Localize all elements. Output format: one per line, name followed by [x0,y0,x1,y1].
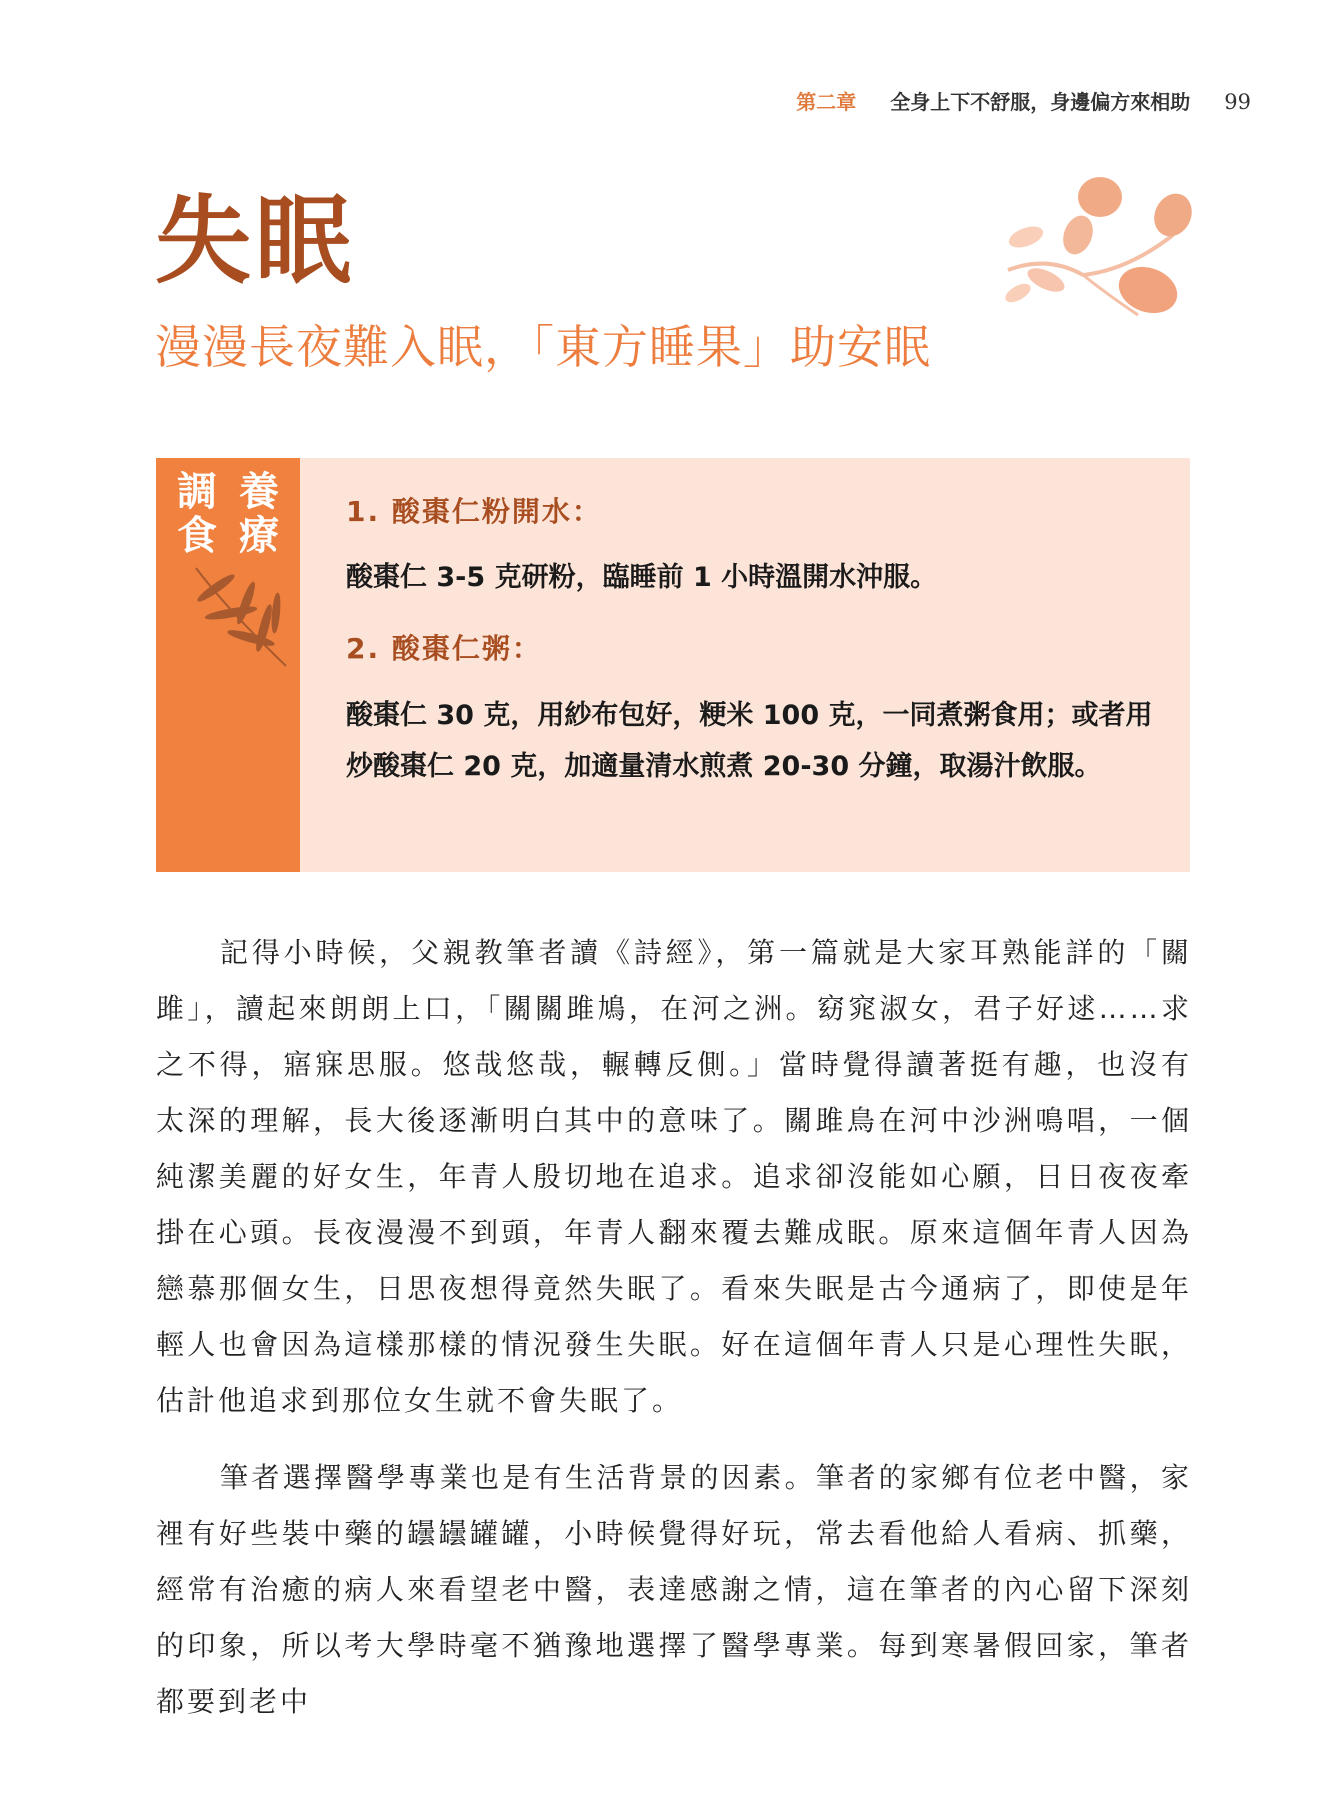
page-number: 99 [1224,90,1251,114]
body-paragraph: 記得小時候，父親教筆者讀《詩經》，第一篇就是大家耳熟能詳的「關雎」，讀起來朗朗上口，「關關雎鳩，在河之洲。窈窕淑女，君子好逑……求之不得，寤寐思服。悠哉悠哉，輾轉反側。」當時覺得讀著挺有趣，也沒有太深的理解，長大後逐漸明白其中的意味了。關雎鳥在河中沙洲鳴唱，一個純潔美麗的好女生，年青人殷切地在追求。追求卻沒能如心願，日日夜夜牽掛在心頭。長夜漫漫不到頭，年青人翻來覆去難成眠。原來這個年青人因為戀慕那個女生，日思夜想得竟然失眠了。看來失眠是古今通病了，即使是年輕人也會因為這樣那樣的情況發生失眠。好在這個年青人只是心理性失眠，估計他追求到那位女生就不會失眠了。 [156,936,1192,1417]
herb-branch-icon [176,558,296,668]
recipe-text: 酸棗仁 30 克，用紗布包好，粳米 100 克，一同煮粥食用；或者用炒酸棗仁 20 克，加適量清水煎煮 20-30 分鐘，取湯汁飲服。 [346,699,1153,782]
running-title: 全身上下不舒服，身邊偏方來相助 [890,90,1191,114]
leaf-decoration-icon [988,175,1198,325]
page-title: 失眠 [155,185,355,297]
chapter-label: 第二章 [796,90,857,114]
recipe-content [300,458,1166,872]
body-paragraph: 筆者選擇醫學專業也是有生活背景的因素。筆者的家鄉有位老中醫，家裡有好些裝中藥的罎罎罐罐，小時候覺得好玩，常去看他給人看病、抓藥，經常有治癒的病人來看望老中醫，表達感謝之情，這在筆者的內心留下深刻的印象，所以考大學時毫不猶豫地選擇了醫學專業。每到寒暑假回家，筆者都要到老中 [156,1461,1192,1718]
side-label [166,470,290,558]
recipe-text: 酸棗仁 3-5 克研粉，臨睡前 1 小時溫開水沖服。 [346,562,938,594]
side-label-char: 養 [239,468,279,515]
recipe-heading: 2. 酸棗仁粥： [346,632,542,666]
recipe-heading: 1. 酸棗仁粉開水： [346,495,602,528]
side-label-char: 食 [177,512,217,559]
recipe-box [156,458,1190,872]
side-label-char: 療 [239,512,279,559]
running-header [796,86,1251,115]
side-label-char: 調 [177,468,217,515]
recipe-side-panel [156,458,300,872]
page-subtitle: 漫漫長夜難入眠，「東方睡果」助安眠 [155,320,931,374]
